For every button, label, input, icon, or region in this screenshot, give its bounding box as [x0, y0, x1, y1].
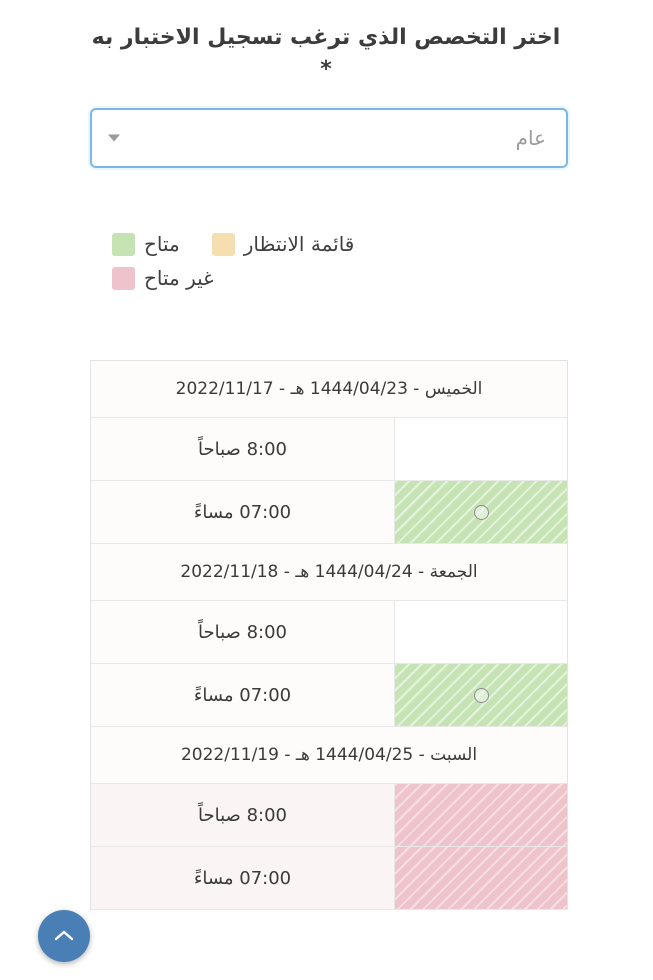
legend-item-available — [112, 232, 180, 256]
slot-select-cell — [394, 601, 567, 663]
slot-time-label: 8:00 صباحاً — [91, 601, 394, 663]
schedule-day-header: الجمعة - 1444/04/24 هـ - 2022/11/18 — [91, 544, 567, 601]
slot-time-label: 07:00 مساءً — [91, 847, 394, 909]
schedule-slot-row[interactable] — [91, 481, 567, 544]
schedule-slot-row — [91, 601, 567, 664]
slot-select-cell — [394, 847, 567, 909]
schedule-day-header: الخميس - 1444/04/23 هـ - 2022/11/17 — [91, 361, 567, 418]
slot-select-cell — [394, 784, 567, 846]
scroll-to-top-button[interactable] — [38, 910, 90, 962]
legend-label-waitlist: قائمة الانتظار — [243, 232, 355, 256]
slot-select-cell — [394, 418, 567, 480]
schedule-slot-row — [91, 847, 567, 910]
legend-swatch-unavailable — [112, 267, 135, 290]
slot-radio-button[interactable] — [474, 688, 489, 703]
schedule-table — [90, 360, 568, 910]
specialty-select[interactable] — [90, 108, 568, 168]
slot-time-label: 8:00 صباحاً — [91, 784, 394, 846]
legend-row — [90, 232, 568, 256]
chevron-down-icon[interactable] — [108, 135, 120, 142]
legend-swatch-available — [112, 233, 135, 256]
schedule-slot-row[interactable] — [91, 664, 567, 727]
schedule-day-header: السبت - 1444/04/25 هـ - 2022/11/19 — [91, 727, 567, 784]
specialty-select-value[interactable]: عام — [515, 126, 546, 150]
chevron-up-icon — [54, 929, 74, 943]
slot-time-label: 8:00 صباحاً — [91, 418, 394, 480]
legend-swatch-waitlist — [212, 233, 235, 256]
slot-select-cell[interactable] — [394, 481, 567, 543]
schedule-slot-row — [91, 418, 567, 481]
slot-radio-button[interactable] — [474, 505, 489, 520]
legend — [90, 232, 568, 300]
page-title: اختر التخصص الذي ترغب تسجيل الاختبار به * — [91, 25, 561, 82]
slot-time-label: 07:00 مساءً — [91, 481, 394, 543]
schedule-slot-row — [91, 784, 567, 847]
legend-item-waitlist — [212, 232, 355, 256]
slot-select-cell[interactable] — [394, 664, 567, 726]
legend-row — [90, 266, 568, 290]
legend-label-available: متاح — [144, 232, 180, 256]
legend-item-unavailable — [112, 266, 214, 290]
legend-label-unavailable: غير متاح — [144, 266, 214, 290]
slot-time-label: 07:00 مساءً — [91, 664, 394, 726]
